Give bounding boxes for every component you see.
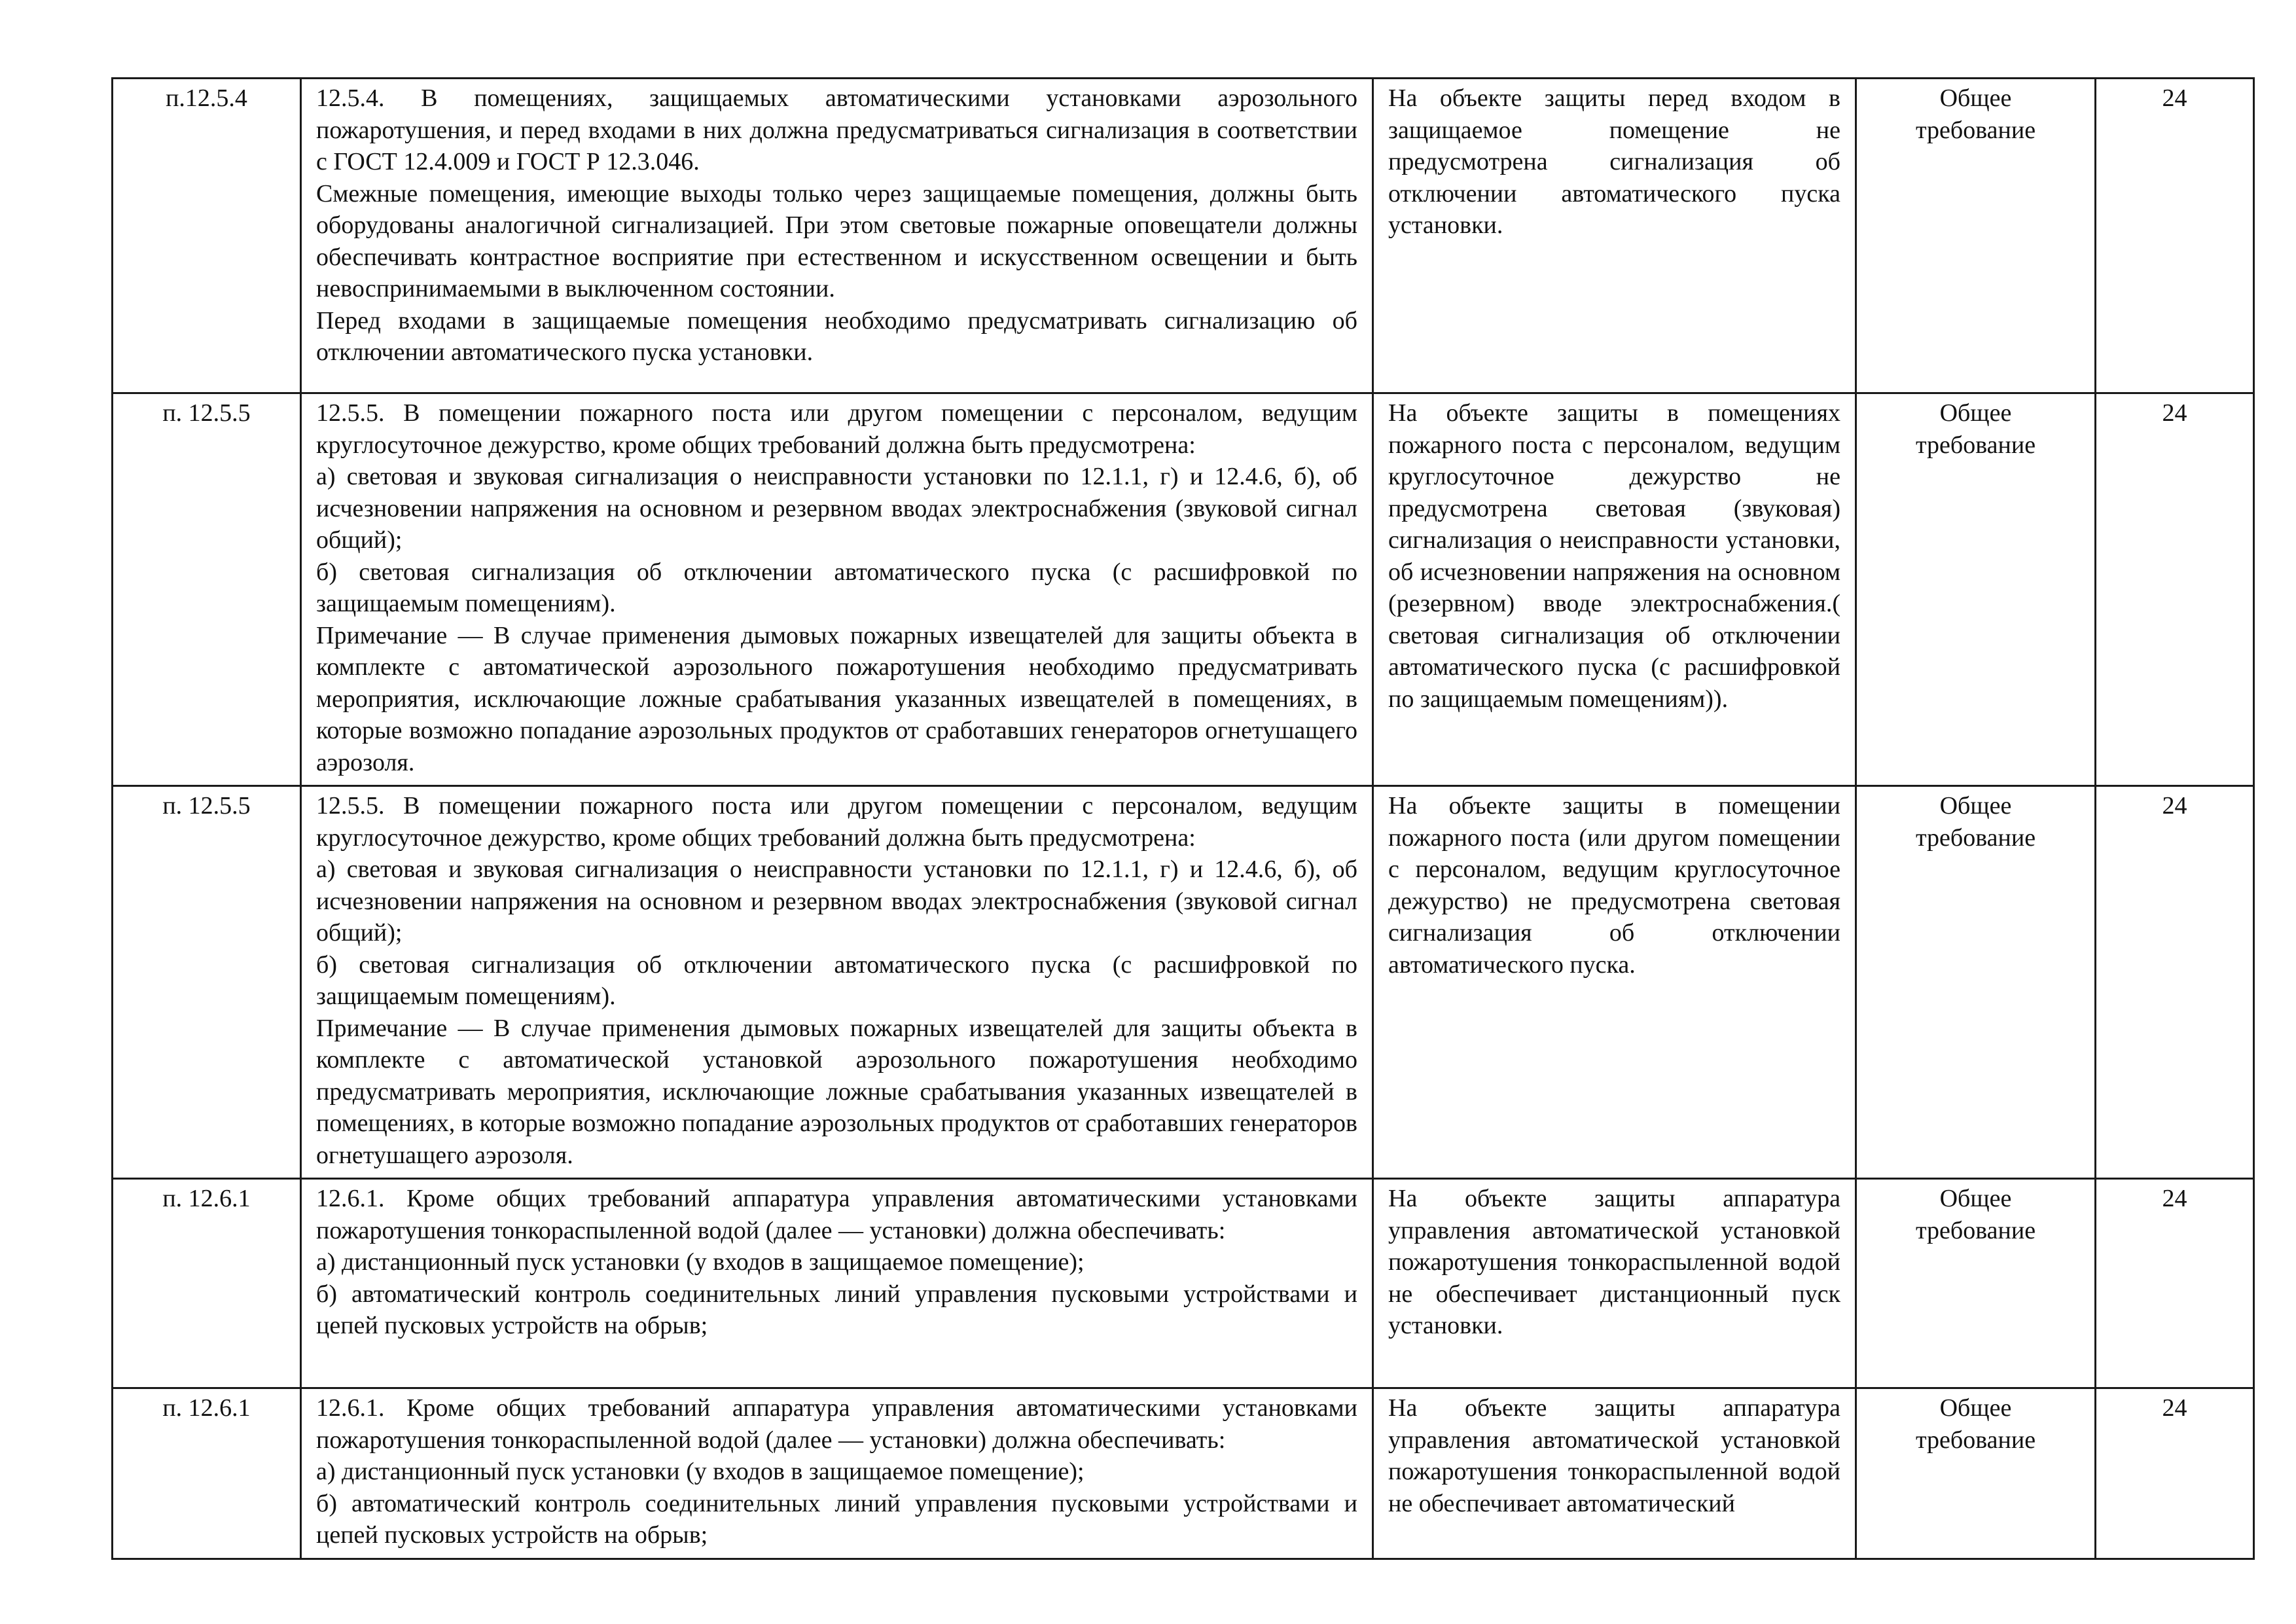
page-number: 24 — [2162, 399, 2187, 427]
requirement-paragraph: Перед входами в защищаемые помещения необходимо предусматривать сигнализацию об отключении автоматического пуска установки. — [316, 306, 1357, 366]
requirement-type-cell — [1856, 1388, 2096, 1559]
clause-number: п. 12.5.5 — [162, 792, 251, 820]
table-row — [113, 79, 2254, 393]
requirement-cell — [301, 79, 1373, 393]
requirement-type-cell — [1856, 79, 2096, 393]
page-number: 24 — [2162, 792, 2187, 820]
requirement-paragraph: а) дистанционный пуск установки (у входов в защищаемое помещение); — [316, 1458, 1085, 1485]
clause-cell — [113, 393, 301, 786]
requirement-paragraph: 12.6.1. Кроме общих требований аппаратура управления автоматическими установками пожаротушения тонкораспыленной водой (далее — установки) должна обеспечивать: — [316, 1394, 1357, 1454]
requirement-paragraph: а) световая и звуковая сигнализация о неисправности установки по 12.1.1, г) и 12.4.6, б), об исчезновении напряжения на основном и резервном вводах электроснабжения (звуковой сигнал общий); — [316, 856, 1357, 947]
finding-text: На объекте защиты аппаратура управления автоматической установкой пожаротушения тонкораспыленной водой не обеспечивает дистанционный пуск установки. — [1388, 1185, 1840, 1339]
page-number-cell — [2096, 393, 2254, 786]
requirement-type: Общее требование — [1915, 399, 2036, 459]
page-number-cell — [2096, 1388, 2254, 1559]
table-row — [113, 786, 2254, 1179]
page-number-cell — [2096, 786, 2254, 1179]
requirement-cell — [301, 786, 1373, 1179]
table-row — [113, 393, 2254, 786]
requirement-type-cell — [1856, 786, 2096, 1179]
clause-number: п. 12.5.5 — [162, 399, 251, 427]
clause-cell — [113, 79, 301, 393]
clause-cell — [113, 1388, 301, 1559]
finding-cell — [1373, 786, 1856, 1179]
requirement-paragraph: Смежные помещения, имеющие выходы только через защищаемые помещения, должны быть оборудованы аналогичной сигнализацией. При этом световые пожарные оповещатели должны обеспечивать контрастное восприятие при естественном и искусственном освещении и быть невоспринимаемыми в выключенном состоянии. — [316, 179, 1357, 302]
requirement-type-cell — [1856, 1179, 2096, 1388]
requirement-paragraph: 12.5.4. В помещениях, защищаемых автоматическими установками аэрозольного пожаротушения, и перед входами в них должна предусматриваться сигнализация в соответствии с ГОСТ 12.4.009 и ГОСТ Р 12.3.046. — [316, 84, 1357, 175]
finding-text: На объекте защиты в помещении пожарного поста (или другом помещении с персоналом, ведущим круглосуточное дежурство) не предусмотрена световая сигнализация об отключении автоматического пуска. — [1388, 792, 1840, 979]
requirement-cell — [301, 1388, 1373, 1559]
requirement-type: Общее требование — [1915, 84, 2036, 144]
requirement-paragraph: б) автоматический контроль соединительных линий управления пусковыми устройствами и цепей пусковых устройств на обрыв; — [316, 1489, 1357, 1549]
requirement-paragraph: Примечание — В случае применения дымовых пожарных извещателей для защиты объекта в комплекте с автоматической установкой аэрозольного пожаротушения необходимо предусматривать мероприятия, исключающие ложные срабатывания указанных извещателей в помещениях, в которые возможно попадание аэрозольных продуктов от сработавших генераторов огнетушащего аэрозоля. — [316, 1014, 1357, 1169]
requirement-paragraph: 12.6.1. Кроме общих требований аппаратура управления автоматическими установками пожаротушения тонкораспыленной водой (далее — установки) должна обеспечивать: — [316, 1185, 1357, 1244]
requirement-paragraph: б) автоматический контроль соединительных линий управления пусковыми устройствами и цепей пусковых устройств на обрыв; — [316, 1280, 1357, 1339]
table-row — [113, 1179, 2254, 1388]
clause-number: п. 12.6.1 — [162, 1394, 251, 1422]
clause-number: п. 12.6.1 — [162, 1185, 251, 1212]
finding-cell — [1373, 79, 1856, 393]
requirement-paragraph: б) световая сигнализация об отключении автоматического пуска (с расшифровкой по защищаемым помещениям). — [316, 950, 1357, 1010]
finding-text: На объекте защиты в помещениях пожарного поста с персоналом, ведущим круглосуточное дежурство не предусмотрена световая (звуковая) сигнализация о неисправности установки, об исчезновении напряжения на основном (резервном) вводе электроснабжения.( световая сигнализация об отключении автоматического пуска (с расшифровкой по защищаемым помещениям)). — [1388, 399, 1840, 713]
finding-cell — [1373, 393, 1856, 786]
requirement-cell — [301, 393, 1373, 786]
requirement-paragraph: 12.5.5. В помещении пожарного поста или другом помещении с персоналом, ведущим круглосуточное дежурство, кроме общих требований должна быть предусмотрена: — [316, 399, 1357, 459]
table-row — [113, 1388, 2254, 1559]
requirement-paragraph: б) световая сигнализация об отключении автоматического пуска (с расшифровкой по защищаемым помещениям). — [316, 558, 1357, 617]
clause-cell — [113, 786, 301, 1179]
requirement-paragraph: а) дистанционный пуск установки (у входов в защищаемое помещение); — [316, 1248, 1085, 1276]
requirement-type: Общее требование — [1915, 792, 2036, 852]
requirement-type: Общее требование — [1915, 1394, 2036, 1454]
page-number: 24 — [2162, 1394, 2187, 1422]
requirement-type: Общее требование — [1915, 1185, 2036, 1244]
requirement-cell — [301, 1179, 1373, 1388]
page-number-cell — [2096, 1179, 2254, 1388]
page-number-cell — [2096, 79, 2254, 393]
page-number: 24 — [2162, 1185, 2187, 1212]
requirement-paragraph: Примечание — В случае применения дымовых пожарных извещателей для защиты объекта в комплекте с автоматической аэрозольного пожаротушения необходимо предусматривать мероприятия, исключающие ложные срабатывания указанных извещателей в помещениях, в которые возможно попадание аэрозольных продуктов от сработавших генераторов огнетушащего аэрозоля. — [316, 621, 1357, 776]
finding-text: На объекте защиты аппаратура управления автоматической установкой пожаротушения тонкораспыленной водой не обеспечивает автоматический — [1388, 1394, 1840, 1517]
page-number: 24 — [2162, 84, 2187, 112]
clause-cell — [113, 1179, 301, 1388]
finding-cell — [1373, 1388, 1856, 1559]
requirement-type-cell — [1856, 393, 2096, 786]
finding-cell — [1373, 1179, 1856, 1388]
clause-number: п.12.5.4 — [166, 84, 247, 112]
requirement-paragraph: 12.5.5. В помещении пожарного поста или другом помещении с персоналом, ведущим круглосуточное дежурство, кроме общих требований должна быть предусмотрена: — [316, 792, 1357, 852]
finding-text: На объекте защиты перед входом в защищаемое помещение не предусмотрена сигнализация об отключении автоматического пуска установки. — [1388, 84, 1840, 239]
violations-table — [111, 77, 2255, 1560]
requirement-paragraph: а) световая и звуковая сигнализация о неисправности установки по 12.1.1, г) и 12.4.6, б), об исчезновении напряжения на основном и резервном вводах электроснабжения (звуковой сигнал общий); — [316, 463, 1357, 554]
